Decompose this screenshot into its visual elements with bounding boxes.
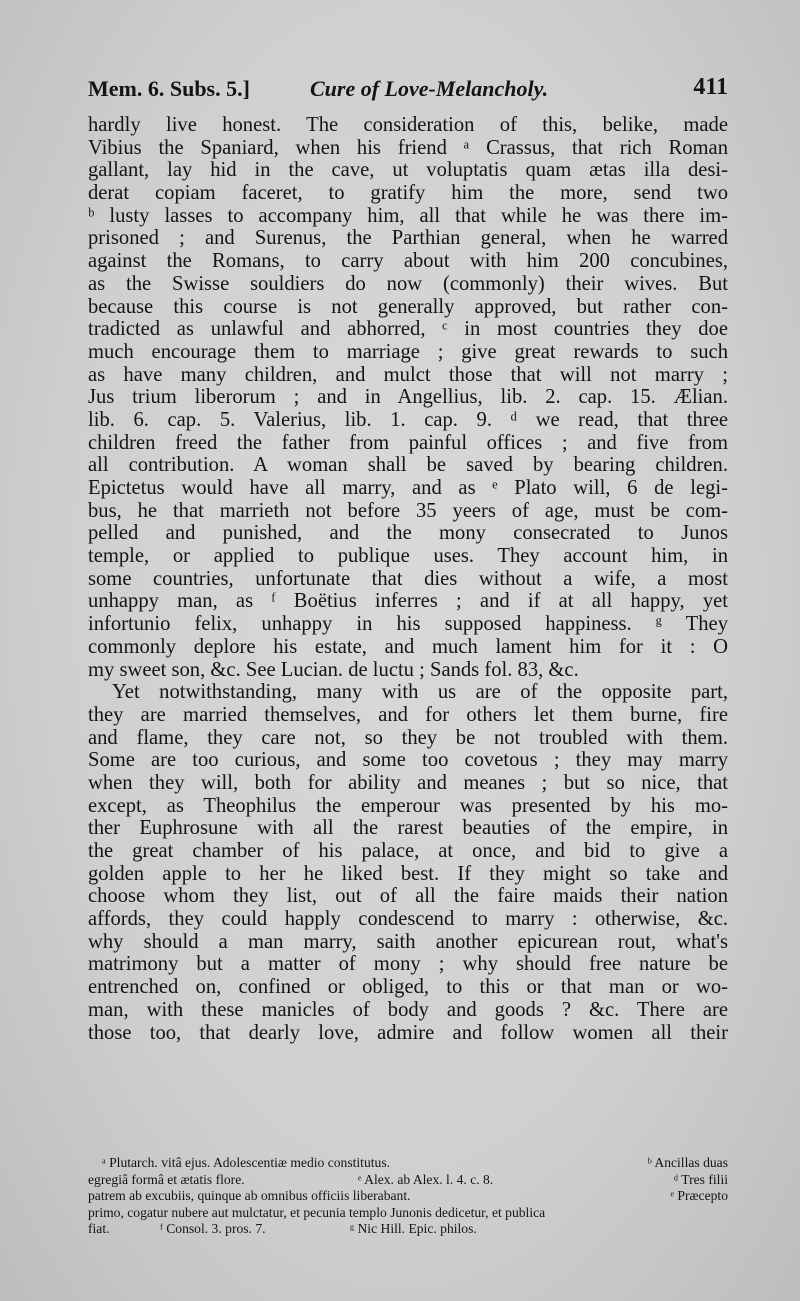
text-line: choose whom they list, out of all the faire maids their nation <box>88 885 728 908</box>
text-line: Vibius the Spaniard, when his friend ᵃ Crassus, that rich Roman <box>88 136 728 159</box>
text-line: derat copiam faceret, to gratify him the more, send two <box>88 182 728 205</box>
text-line: all contribution. A woman shall be saved by bearing children. <box>88 454 728 477</box>
text-line: the great chamber of his palace, at once, and bid to give a <box>88 840 728 862</box>
page-number: 411 <box>693 74 728 100</box>
running-title: Cure of Love-Melancholy. <box>310 76 549 101</box>
text-line: lib. 6. cap. 5. Valerius, lib. 1. cap. 9. ᵈ we read, that three <box>88 408 728 431</box>
text-line: hardly live honest. The consideration of this, belike, made <box>88 114 728 136</box>
footnote-f: ᶠ Consol. 3. pros. 7. <box>160 1221 266 1236</box>
footnote-line <box>88 1205 728 1222</box>
footnote-a: ᵃ Plutarch. vitâ ejus. Adolescentiæ medio constitutus. <box>102 1155 391 1170</box>
footnote-b-continued: egregiâ formâ et ætatis flore. <box>88 1171 245 1187</box>
footnote-e: ᵉ Præcepto <box>670 1188 728 1203</box>
footnote-g: ᵍ Nic Hill. Epic. philos. <box>350 1221 477 1236</box>
text-line: Yet notwithstanding, many with us are of the opposite part, <box>112 681 728 704</box>
text-line: bus, he that marrieth not before 35 yeers of age, must be com- <box>88 499 728 522</box>
text-line: unhappy man, as ᶠ Boëtius inferres ; and if at all happy, yet <box>88 590 728 613</box>
text-line: affords, they could happly condescend to marry : otherwise, &c. <box>88 908 728 931</box>
body-text <box>88 114 728 1044</box>
text-line: matrimony but a matter of mony ; why should free nature be <box>88 953 728 976</box>
text-line: my sweet son, &c. See Lucian. de luctu ; Sands fol. 83, &c. <box>88 658 579 681</box>
text-line: temple, or applied to publique uses. They account him, in <box>88 545 728 568</box>
text-line: golden apple to her he liked best. If they might so take and <box>88 862 728 885</box>
text-line: children freed the father from painful offices ; and five from <box>88 431 728 454</box>
text-line: prisoned ; and Surenus, the Parthian general, when he warred <box>88 227 728 250</box>
footnote-b: ᵇ Ancillas duas <box>647 1155 728 1170</box>
text-line: they are married themselves, and for others let them burne, fire <box>88 703 728 726</box>
footnote-e-end: fiat. <box>88 1221 110 1236</box>
text-line: Some are too curious, and some too covetous ; they may marry <box>88 749 728 772</box>
text-line: because this course is not generally approved, but rather con- <box>88 295 728 318</box>
running-header <box>88 74 728 108</box>
footnote-d-continued: patrem ab excubiis, quinque ab omnibus officiis liberabant. <box>88 1188 411 1203</box>
footnote-line <box>88 1172 728 1189</box>
footnote-line <box>88 1221 728 1238</box>
text-line: man, with these manicles of body and goods ? &c. There are <box>88 998 728 1021</box>
footnote-e-continued: primo, cogatur nubere aut mulctatur, et pecunia templo Junonis dedicetur, et publica <box>88 1204 546 1220</box>
text-line: except, as Theophilus the emperour was presented by his mo- <box>88 794 728 817</box>
text-line: against the Romans, to carry about with him 200 concubines, <box>88 250 728 273</box>
text-line: why should a man marry, saith another epicurean rout, what's <box>88 930 728 953</box>
text-line: as have many children, and mulct those that will not marry ; <box>88 363 728 386</box>
text-line: much encourage them to marriage ; give great rewards to such <box>88 340 728 363</box>
text-line: Epictetus would have all marry, and as ᵉ Plato will, 6 de legi- <box>88 477 728 499</box>
footnotes <box>88 1155 728 1238</box>
text-line: tradicted as unlawful and abhorred, ᶜ in most countries they doe <box>88 318 728 341</box>
text-line: commonly deplore his estate, and much lament him for it : O <box>88 635 728 658</box>
text-line: those too, that dearly love, admire and follow women all their <box>88 1021 728 1044</box>
text-line: infortunio felix, unhappy in his supposed happiness. ᵍ They <box>88 613 728 636</box>
footnote-d: ᵈ Tres filii <box>673 1171 728 1187</box>
text-line: some countries, unfortunate that dies without a wife, a most <box>88 567 728 590</box>
text-line: as the Swisse souldiers do now (commonly) their wives. But <box>88 272 728 295</box>
text-line: when they will, both for ability and meanes ; but so nice, that <box>88 771 728 794</box>
text-line: and flame, they care not, so they be not troubled with them. <box>88 726 728 749</box>
footnote-line <box>88 1155 728 1172</box>
text-line: gallant, lay hid in the cave, ut voluptatis quam ætas illa desi- <box>88 159 728 182</box>
text-line: Jus trium liberorum ; and in Angellius, lib. 2. cap. 15. Ælian. <box>88 386 728 409</box>
text-line: ᵇ lusty lasses to accompany him, all that while he was there im- <box>88 204 728 227</box>
footnote-c: ᵉ Alex. ab Alex. l. 4. c. 8. <box>358 1171 494 1187</box>
text-line: pelled and punished, and the mony consecrated to Junos <box>88 522 728 545</box>
section-reference: Mem. 6. Subs. 5.] <box>88 76 250 101</box>
text-line: ther Euphrosune with all the rarest beauties of the empire, in <box>88 817 728 840</box>
text-line: entrenched on, confined or obliged, to this or that man or wo- <box>88 976 728 999</box>
footnote-line <box>88 1188 728 1205</box>
